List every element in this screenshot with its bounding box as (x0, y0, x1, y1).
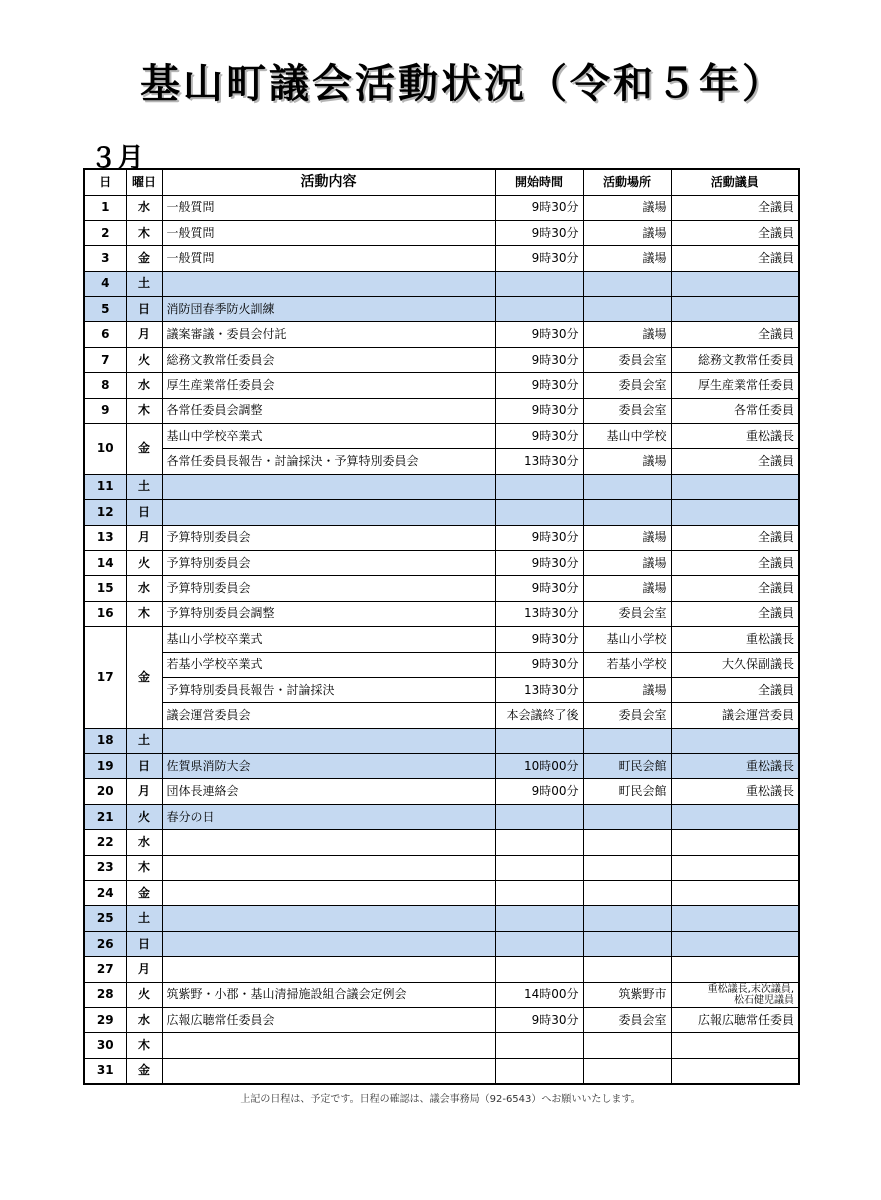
content-cell: 佐賀県消防大会 (162, 754, 495, 779)
content-cell (162, 906, 495, 931)
content-cell: 基山小学校卒業式 (162, 627, 495, 652)
place-cell (583, 1058, 671, 1084)
table-row (84, 322, 799, 347)
day-cell: 18 (84, 728, 126, 753)
content-cell (162, 474, 495, 499)
place-cell: 議場 (583, 525, 671, 550)
day-cell: 17 (84, 627, 126, 729)
members-cell (671, 931, 799, 956)
members-cell: 各常任委員 (671, 398, 799, 423)
place-cell: 委員会室 (583, 1008, 671, 1033)
time-cell: 9時30分 (495, 246, 583, 271)
table-row (84, 601, 799, 626)
content-cell (162, 881, 495, 906)
table-row (84, 449, 799, 474)
members-cell: 重松議長 (671, 627, 799, 652)
table-row (84, 297, 799, 322)
table-row (84, 424, 799, 449)
time-cell: 9時30分 (495, 576, 583, 601)
members-cell (671, 982, 799, 1007)
header-place: 活動場所 (583, 169, 671, 195)
time-cell (495, 881, 583, 906)
members-cell (671, 855, 799, 880)
table-row (84, 474, 799, 499)
time-cell: 9時30分 (495, 1008, 583, 1033)
time-cell: 9時30分 (495, 424, 583, 449)
members-cell: 全議員 (671, 550, 799, 575)
members-cell: 全議員 (671, 576, 799, 601)
place-cell: 筑紫野市 (583, 982, 671, 1007)
weekday-cell: 水 (126, 195, 162, 220)
members-cell: 全議員 (671, 246, 799, 271)
time-cell (495, 500, 583, 525)
place-cell: 議場 (583, 576, 671, 601)
time-cell: 9時30分 (495, 220, 583, 245)
time-cell: 9時00分 (495, 779, 583, 804)
weekday-cell: 水 (126, 576, 162, 601)
day-cell: 30 (84, 1033, 126, 1058)
time-cell (495, 271, 583, 296)
place-cell: 議場 (583, 322, 671, 347)
table-row (84, 525, 799, 550)
header-content: 活動内容 (162, 169, 495, 195)
content-cell: 予算特別委員長報告・討論採決 (162, 677, 495, 702)
day-cell: 12 (84, 500, 126, 525)
table-row (84, 652, 799, 677)
day-cell: 16 (84, 601, 126, 626)
footnote: 上記の日程は、予定です。日程の確認は、議会事務局（92-6543）へお願いいたします。 (240, 1094, 641, 1105)
time-cell: 9時30分 (495, 195, 583, 220)
table-row (84, 906, 799, 931)
weekday-cell: 土 (126, 474, 162, 499)
content-cell: 総務文教常任委員会 (162, 347, 495, 372)
weekday-cell: 金 (126, 881, 162, 906)
members-line: 重松議長,末次議員, (707, 983, 794, 995)
content-cell (162, 500, 495, 525)
place-cell (583, 500, 671, 525)
content-cell: 議案審議・委員会付託 (162, 322, 495, 347)
time-cell: 9時30分 (495, 398, 583, 423)
table-row (84, 855, 799, 880)
members-cell: 全議員 (671, 601, 799, 626)
page-title: 基山町議会活動状況（令和５年） (140, 61, 785, 107)
place-cell (583, 931, 671, 956)
table-row (84, 373, 799, 398)
members-cell: 大久保副議長 (671, 652, 799, 677)
content-cell: 広報広聴常任委員会 (162, 1008, 495, 1033)
members-cell (671, 271, 799, 296)
members-cell (671, 881, 799, 906)
place-cell: 町民会館 (583, 754, 671, 779)
time-cell (495, 830, 583, 855)
place-cell: 委員会室 (583, 373, 671, 398)
content-cell: 議会運営委員会 (162, 703, 495, 728)
members-cell: 重松議長 (671, 424, 799, 449)
content-cell: 団体長連絡会 (162, 779, 495, 804)
table-row (84, 728, 799, 753)
day-cell: 14 (84, 550, 126, 575)
day-cell: 3 (84, 246, 126, 271)
members-cell (671, 830, 799, 855)
day-cell: 22 (84, 830, 126, 855)
place-cell (583, 297, 671, 322)
day-cell: 26 (84, 931, 126, 956)
weekday-cell: 水 (126, 830, 162, 855)
time-cell: 9時30分 (495, 627, 583, 652)
members-cell (671, 474, 799, 499)
place-cell (583, 855, 671, 880)
weekday-cell: 月 (126, 779, 162, 804)
time-cell (495, 1058, 583, 1084)
day-cell: 2 (84, 220, 126, 245)
day-cell: 29 (84, 1008, 126, 1033)
header-weekday: 曜日 (126, 169, 162, 195)
table-row (84, 627, 799, 652)
weekday-cell: 木 (126, 220, 162, 245)
table-row (84, 1008, 799, 1033)
table-row (84, 398, 799, 423)
time-cell (495, 855, 583, 880)
table-row (84, 982, 799, 1007)
weekday-cell: 木 (126, 601, 162, 626)
weekday-cell: 月 (126, 957, 162, 982)
time-cell: 本会議終了後 (495, 703, 583, 728)
members-cell: 全議員 (671, 677, 799, 702)
day-cell: 7 (84, 347, 126, 372)
day-cell: 9 (84, 398, 126, 423)
table-row (84, 804, 799, 829)
content-cell (162, 1058, 495, 1084)
members-cell (671, 1033, 799, 1058)
place-cell: 議場 (583, 677, 671, 702)
day-cell: 20 (84, 779, 126, 804)
place-cell (583, 728, 671, 753)
members-line: 松石健児議員 (734, 994, 794, 1006)
weekday-cell: 木 (126, 855, 162, 880)
table-row (84, 830, 799, 855)
time-cell: 14時00分 (495, 982, 583, 1007)
weekday-cell: 金 (126, 424, 162, 475)
time-cell: 9時30分 (495, 652, 583, 677)
table-row (84, 220, 799, 245)
time-cell: 13時30分 (495, 601, 583, 626)
weekday-cell: 土 (126, 728, 162, 753)
day-cell: 25 (84, 906, 126, 931)
weekday-cell: 水 (126, 1008, 162, 1033)
time-cell: 9時30分 (495, 373, 583, 398)
table-row (84, 550, 799, 575)
members-cell: 厚生産業常任委員 (671, 373, 799, 398)
place-cell: 議場 (583, 195, 671, 220)
table-row (84, 779, 799, 804)
members-cell: 総務文教常任委員 (671, 347, 799, 372)
weekday-cell: 月 (126, 322, 162, 347)
members-cell: 議会運営委員 (671, 703, 799, 728)
weekday-cell: 水 (126, 373, 162, 398)
header-members: 活動議員 (671, 169, 799, 195)
place-cell: 議場 (583, 246, 671, 271)
place-cell (583, 804, 671, 829)
table-row (84, 677, 799, 702)
table-row (84, 754, 799, 779)
time-cell: 9時30分 (495, 525, 583, 550)
place-cell: 基山中学校 (583, 424, 671, 449)
members-cell (671, 1058, 799, 1084)
content-cell: 予算特別委員会 (162, 525, 495, 550)
day-cell: 21 (84, 804, 126, 829)
place-cell: 委員会室 (583, 601, 671, 626)
time-cell (495, 931, 583, 956)
day-cell: 5 (84, 297, 126, 322)
day-cell: 11 (84, 474, 126, 499)
members-cell (671, 500, 799, 525)
weekday-cell: 日 (126, 500, 162, 525)
weekday-cell: 金 (126, 246, 162, 271)
place-cell: 議場 (583, 220, 671, 245)
time-cell (495, 906, 583, 931)
time-cell (495, 957, 583, 982)
day-cell: 10 (84, 424, 126, 475)
weekday-cell: 月 (126, 525, 162, 550)
members-cell: 全議員 (671, 449, 799, 474)
day-cell: 13 (84, 525, 126, 550)
day-cell: 24 (84, 881, 126, 906)
time-cell: 9時30分 (495, 347, 583, 372)
content-cell: 厚生産業常任委員会 (162, 373, 495, 398)
members-cell: 全議員 (671, 322, 799, 347)
time-cell: 13時30分 (495, 449, 583, 474)
members-cell: 全議員 (671, 525, 799, 550)
schedule-table (83, 168, 800, 1085)
weekday-cell: 木 (126, 1033, 162, 1058)
place-cell: 若基小学校 (583, 652, 671, 677)
content-cell (162, 931, 495, 956)
place-cell (583, 906, 671, 931)
table-row (84, 1033, 799, 1058)
schedule-body (84, 195, 799, 1084)
content-cell: 消防団春季防火訓練 (162, 297, 495, 322)
members-cell: 重松議長 (671, 754, 799, 779)
weekday-cell: 火 (126, 804, 162, 829)
weekday-cell: 土 (126, 271, 162, 296)
content-cell: 筑紫野・小郡・基山清掃施設組合議会定例会 (162, 982, 495, 1007)
content-cell: 各常任委員会調整 (162, 398, 495, 423)
table-row (84, 347, 799, 372)
members-cell: 重松議長 (671, 779, 799, 804)
time-cell (495, 804, 583, 829)
time-cell: 9時30分 (495, 322, 583, 347)
day-cell: 31 (84, 1058, 126, 1084)
place-cell: 町民会館 (583, 779, 671, 804)
table-row (84, 1058, 799, 1084)
content-cell: 一般質問 (162, 246, 495, 271)
content-cell: 各常任委員長報告・討論採決・予算特別委員会 (162, 449, 495, 474)
content-cell: 予算特別委員会 (162, 550, 495, 575)
place-cell (583, 881, 671, 906)
members-cell (671, 906, 799, 931)
content-cell (162, 271, 495, 296)
header-day: 日 (84, 169, 126, 195)
members-cell (671, 728, 799, 753)
place-cell (583, 830, 671, 855)
day-cell: 28 (84, 982, 126, 1007)
weekday-cell: 木 (126, 398, 162, 423)
day-cell: 27 (84, 957, 126, 982)
table-row (84, 271, 799, 296)
content-cell: 予算特別委員会調整 (162, 601, 495, 626)
day-cell: 4 (84, 271, 126, 296)
day-cell: 23 (84, 855, 126, 880)
content-cell: 春分の日 (162, 804, 495, 829)
table-row (84, 881, 799, 906)
weekday-cell: 日 (126, 754, 162, 779)
members-cell (671, 297, 799, 322)
time-cell: 13時30分 (495, 677, 583, 702)
weekday-cell: 土 (126, 906, 162, 931)
place-cell (583, 474, 671, 499)
place-cell: 議場 (583, 550, 671, 575)
day-cell: 19 (84, 754, 126, 779)
weekday-cell: 金 (126, 627, 162, 729)
time-cell (495, 1033, 583, 1058)
content-cell: 予算特別委員会 (162, 576, 495, 601)
weekday-cell: 火 (126, 550, 162, 575)
weekday-cell: 日 (126, 297, 162, 322)
table-row (84, 931, 799, 956)
place-cell (583, 1033, 671, 1058)
place-cell: 議場 (583, 449, 671, 474)
content-cell (162, 957, 495, 982)
content-cell (162, 830, 495, 855)
table-row (84, 576, 799, 601)
day-cell: 6 (84, 322, 126, 347)
place-cell: 委員会室 (583, 347, 671, 372)
content-cell: 一般質問 (162, 220, 495, 245)
content-cell: 基山中学校卒業式 (162, 424, 495, 449)
place-cell: 委員会室 (583, 398, 671, 423)
content-cell (162, 728, 495, 753)
content-cell (162, 855, 495, 880)
time-cell (495, 728, 583, 753)
header-row (84, 169, 799, 195)
weekday-cell: 火 (126, 982, 162, 1007)
table-row (84, 703, 799, 728)
members-cell: 広報広聴常任委員 (671, 1008, 799, 1033)
weekday-cell: 火 (126, 347, 162, 372)
place-cell (583, 957, 671, 982)
place-cell: 基山小学校 (583, 627, 671, 652)
members-cell: 全議員 (671, 195, 799, 220)
content-cell: 若基小学校卒業式 (162, 652, 495, 677)
day-cell: 1 (84, 195, 126, 220)
header-time: 開始時間 (495, 169, 583, 195)
members-cell (671, 957, 799, 982)
table-row (84, 957, 799, 982)
table-row (84, 500, 799, 525)
weekday-cell: 日 (126, 931, 162, 956)
time-cell (495, 297, 583, 322)
time-cell (495, 474, 583, 499)
place-cell (583, 271, 671, 296)
content-cell: 一般質問 (162, 195, 495, 220)
day-cell: 8 (84, 373, 126, 398)
table-row (84, 246, 799, 271)
members-cell: 全議員 (671, 220, 799, 245)
content-cell (162, 1033, 495, 1058)
place-cell: 委員会室 (583, 703, 671, 728)
day-cell: 15 (84, 576, 126, 601)
table-row (84, 195, 799, 220)
time-cell: 9時30分 (495, 550, 583, 575)
members-cell (671, 804, 799, 829)
weekday-cell: 金 (126, 1058, 162, 1084)
time-cell: 10時00分 (495, 754, 583, 779)
month-title: ３月 (90, 143, 144, 174)
